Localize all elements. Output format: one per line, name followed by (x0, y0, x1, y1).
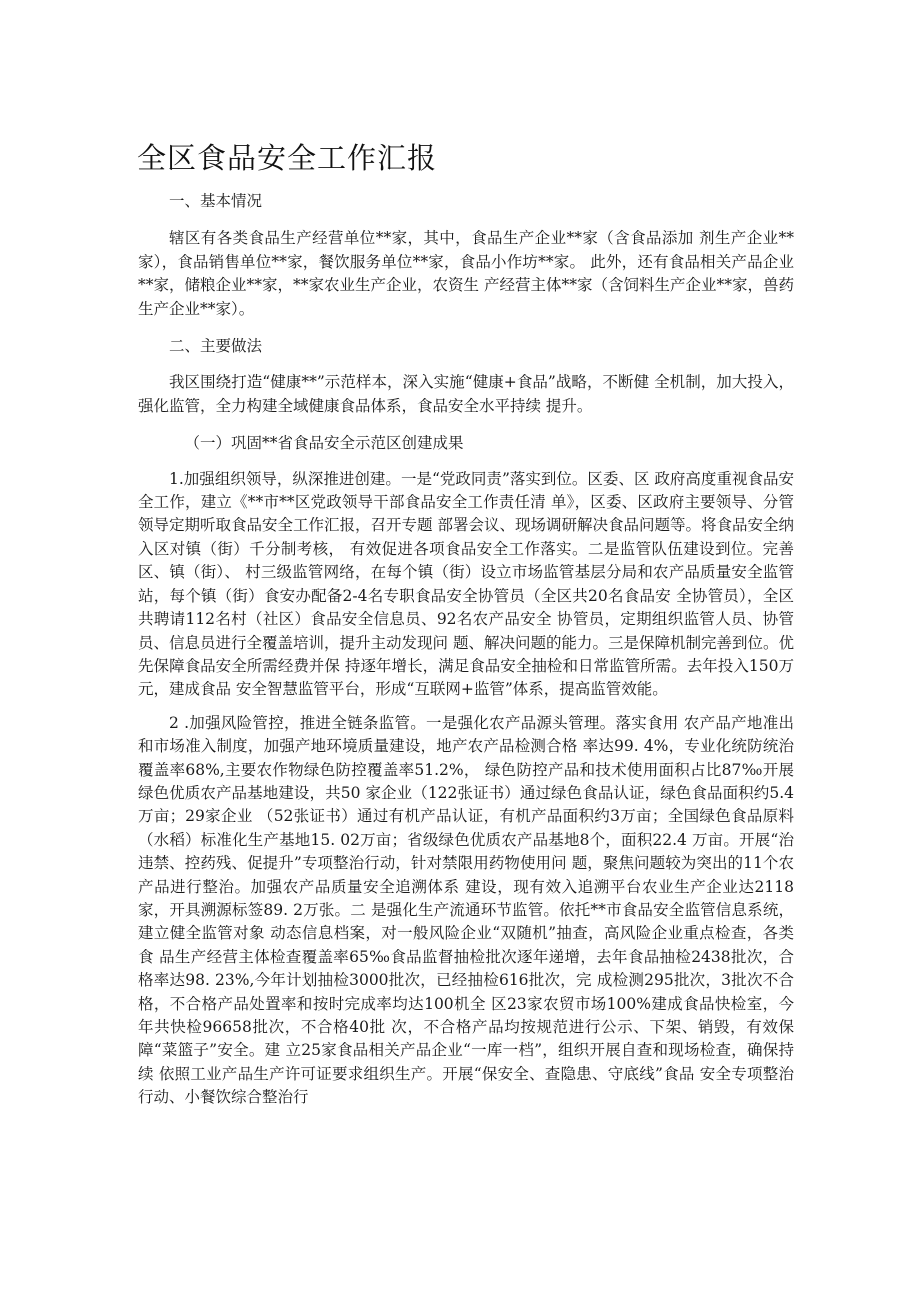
section-heading-basic: 一、基本情况 (169, 192, 263, 210)
section-heading-practices: 二、主要做法 (169, 337, 263, 356)
subsection-heading-demo-zone: （一）巩固**省食品安全示范区创建成果 (184, 434, 464, 453)
page-title: 全区食品安全工作汇报 (137, 141, 438, 175)
document-body (138, 190, 794, 1120)
paragraph-practices-intro: 我区围绕打造“健康**”示范样本，深入实施“健康+食品”战略，不断健 全机制，加大投入，强化监管，全力构建全域健康食品体系，食品安全水平持续 提升。 (138, 373, 794, 415)
paragraph-basic-overview: 辖区有各类食品生产经营单位**家，其中，食品生产企业**家（含食品添加 剂生产企业**家），食品销售单位**家，餐饮服务单位**家，食品小作坊**家。 此外，还有食品相关产品企业**家，储粮企业**家，**家农业生产企业，农资生 产经营主体**家（含饲料生产企业**家，兽药生产企业**家）。 (138, 229, 794, 318)
paragraph-item-2-risk-control: 2 .加强风险管控，推进全链条监管。一是强化农产品源头管理。落实食用 农产品产地准出和市场准入制度，加强产地环境质量建设，地产农产品检测合格 率达99. 4%，专业化统防统治覆盖率68%,主要农作物绿色防控覆盖率51.2%， 绿色防控产品和技术使用面积占比87‰开展绿色优质农产品基地建设，共50 家企业（122张证书）通过绿色食品认证，绿色食品面积约5.4万亩；29家企业 （52张证书）通过有机产品认证，有机产品面积约3万亩；全国绿色食品原料 （水稻）标准化生产基地15. 02万亩；省级绿色优质农产品基地8个，面积22.4 万亩。开展“治违禁、控药残、促提升”专项整治行动，针对禁限用药物使用问 题，聚焦问题较为突出的11个农产品进行整治。加强农产品质量安全追溯体系 建设，现有效入追溯平台农业生产企业达2118家，开具溯源标签89. 2万张。二 是强化生产流通环节监管。依托**市食品安全监管信息系统，建立健全监管对象 动态信息档案，对一般风险企业“双随机”抽查，高风险企业重点检查，各类食 品生产经营主体检查覆盖率65‰食品监督抽检批次逐年递增，去年食品抽检2438批次，合格率达98. 23%,今年计划抽检3000批次，已经抽检616批次，完 成检测295批次，3批次不合格，不合格产品处置率和按时完成率均达100机全 区23家农贸市场100%建成食品快检室，今年共快检96658批次，不合格40批 次，不合格产品均按规范进行公示、下架、销毁，有效保障“菜篮子”安全。建 立25家食品相关产品企业“一库一档”，组织开展自查和现场检查，确保持续 依照工业产品生产许可证要求组织生产。开展“保安全、查隐患、守底线”食品 安全专项整治行动、小餐饮综合整治行 (138, 713, 794, 1107)
paragraph-item-1-leadership: 1.加强组织领导，纵深推进创建。一是“党政同责”落实到位。区委、区 政府高度重视食品安全工作，建立《**市**区党政领导干部食品安全工作责任清 单》，区委、区政府主要领导、分管领导定期听取食品安全工作汇报，召开专题 部署会议、现场调研解决食品问题等。将食品安全纳入区对镇（街）千分制考核， 有效促进各项食品安全工作落实。二是监管队伍建设到位。完善区、镇（街）、 村三级监管网络，在每个镇（街）设立市场监管基层分局和农产品质量安全监管 站，每个镇（街）食安办配备2-4名专职食品安全协管员（全区共20名食品安 全协管员），全区共聘请112名村（社区）食品安全信息员、92名农产品安全 协管员，定期组织监管人员、协管员、信息员进行全覆盖培训，提升主动发现问 题、解决问题的能力。三是保障机制完善到位。优先保障食品安全所需经费并保 持逐年增长，满足食品安全抽检和日常监管所需。去年投入150万元，建成食品 安全智慧监管平台，形成“互联网+监管”体系，提高监管效能。 (138, 469, 794, 699)
